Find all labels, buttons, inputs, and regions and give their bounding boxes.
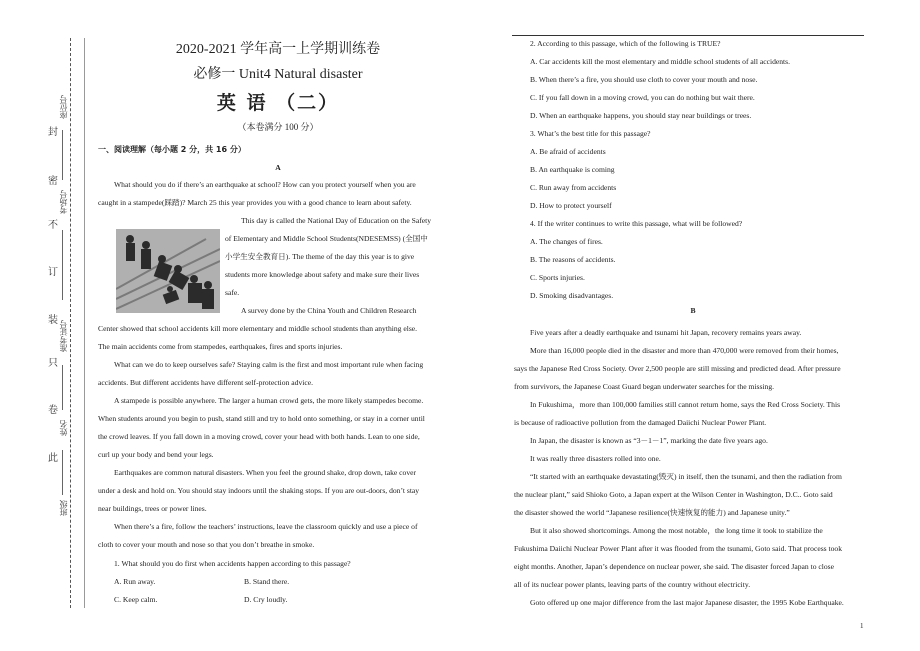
passage-line: Center showed that school accidents kill more elementary and middle school students than anything else. <box>98 324 418 333</box>
seal-char: 密 <box>48 176 58 187</box>
option-line: B. An earthquake is coming <box>530 165 615 174</box>
exam-title: 2020-2021 学年高一上学期训练卷 <box>175 42 381 57</box>
passage-line: near buildings, trees or power lines. <box>98 504 207 513</box>
passage-line: Fukushima Daiichi Nuclear Power Plant after it was flooded from the tsunami, Goto said. That process took <box>514 544 843 553</box>
passage-line: It was really three disasters rolled into one. <box>530 454 661 463</box>
option-c: C. Keep calm. <box>114 595 158 604</box>
seat-number-label: 座位号 <box>59 95 68 119</box>
field-line <box>62 230 63 300</box>
passage-line: This day is called the National Day of Education on the Safety <box>241 216 431 225</box>
passage-line: curl up your body and bend your legs. <box>98 450 214 459</box>
passage-line: accidents. But different accidents have different self-protection advice. <box>98 378 313 387</box>
option-line: B. When there’s a fire, you should use cloth to cover your mouth and nose. <box>530 75 758 84</box>
passage-line: is because of radioactive pollution from the damaged Daiichi Nuclear Power Plant. <box>514 418 767 427</box>
passage-line: The main accidents come from stampedes, earthquakes, fires and sports injuries. <box>98 342 343 351</box>
stampede-illustration <box>116 229 220 313</box>
option-line: C. Run away from accidents <box>530 183 617 192</box>
passage-line: safe. <box>225 288 240 297</box>
exam-room-label: 考场号 <box>59 190 68 214</box>
passage-line: says the Japanese Red Cross Society. Over 2,500 people are still missing and predicted dead. After pressure <box>514 364 841 373</box>
score-note: （本卷满分 100 分） <box>237 122 319 132</box>
option-b: B. Stand there. <box>244 577 290 586</box>
passage-line: What can we do to keep ourselves safe? Staying calm is the first and most important rule when facing <box>114 360 424 369</box>
passage-line: under a desk and hold on. You should stay indoors until the shaking stops. If you are out-doors, don’t stay <box>98 486 420 495</box>
option-line: A. Car accidents kill the most elementary and middle school students of all accidents. <box>530 57 791 66</box>
question-stem: 1. What should you do first when accidents happen according to this passage? <box>114 559 351 568</box>
field-line <box>62 450 63 495</box>
passage-line: caught in a stampede(踩踏)? March 25 this year provides you with a good chance to learn about safety. <box>98 198 412 207</box>
page-number: 1 <box>860 622 864 630</box>
question-stem: 2. According to this passage, which of the following is TRUE? <box>530 39 721 48</box>
seal-char: 此 <box>48 453 58 464</box>
option-line: A. The changes of fires. <box>530 237 603 246</box>
binding-margin <box>0 0 100 651</box>
passage-line: “It started with an earthquake devastating(毁灭) in itself, then the tsunami, and then the radiation from <box>530 472 842 481</box>
option-a: A. Run away. <box>114 577 156 586</box>
passage-line: A stampede is possible anywhere. The larger a human crowd gets, the more likely stampedes become. <box>114 396 424 405</box>
passage-line: 小学生安全教育日). The theme of the day this year is to give <box>225 252 415 261</box>
seal-char: 封 <box>48 127 58 138</box>
passage-line: the disaster showed the world “Japanese resilience(快速恢复的能力) and Japanese unity.” <box>514 508 790 517</box>
passage-line: Earthquakes are common natural disasters. When you feel the ground shake, drop down, take cover <box>114 468 417 477</box>
question-stem: 4. If the writer continues to write this passage, what will be followed? <box>530 219 743 228</box>
option-d: D. Cry loudly. <box>244 595 288 604</box>
option-line: A. Be afraid of accidents <box>530 147 606 156</box>
subject-title: 英 语 （二） <box>216 92 340 114</box>
question-stem: 3. What’s the best title for this passage? <box>530 129 651 138</box>
option-line: D. Smoking disadvantages. <box>530 291 614 300</box>
field-line <box>62 365 63 410</box>
stampede-image-icon <box>116 229 220 313</box>
passage-line: students more knowledge about safety and make sure their lives <box>225 270 420 279</box>
passage-line: Goto offered up one major difference from the last major Japanese disaster, the 1995 Kobe Earthquake. <box>530 598 844 607</box>
option-line: C. If you fall down in a moving crowd, you can do nothing but wait there. <box>530 93 755 102</box>
option-line: D. How to protect yourself <box>530 201 612 210</box>
passage-line: the nuclear plant,” said Shioko Goto, a Japan expert at the Wilson Center in Washington, D.C.. Goto said <box>514 490 833 499</box>
passage-b-label: B <box>690 306 696 315</box>
passage-line: But it also showed shortcomings. Among the most notable，the long time it took to stabilize the <box>530 526 823 535</box>
passage-line: A survey done by the China Youth and Children Research <box>241 306 417 315</box>
passage-line: In Fukushima，more than 100,000 families still cannot return home, says the Red Cross Society. This <box>530 400 841 409</box>
passage-line: When there’s a fire, follow the teachers’ instructions, leave the classroom quickly and use a piece of <box>114 522 418 531</box>
passage-line: In Japan, the disaster is known as “3－1－1”, marking the date five years ago. <box>530 436 768 445</box>
passage-line: cloth to cover your mouth and nose so that you don’t breathe in smoke. <box>98 540 315 549</box>
passage-line: eight months. Another, Japan’s dependence on nuclear power, she said. The disaster forced Japan to close <box>514 562 834 571</box>
passage-line: Five years after a deadly earthquake and tsunami hit Japan, recovery remains years away. <box>530 328 802 337</box>
field-line <box>62 130 63 180</box>
cut-line <box>70 38 71 608</box>
seal-char: 卷 <box>48 405 58 416</box>
option-line: D. When an earthquake happens, you should stay near buildings or trees. <box>530 111 752 120</box>
passage-line: of Elementary and Middle School Students(NDESEMSS) (全国中 <box>225 234 428 243</box>
passage-line: What should you do if there’s an earthquake at school? How can you protect yourself when you are <box>114 180 416 189</box>
margin-rule <box>84 38 85 608</box>
seal-char: 不 <box>48 220 58 231</box>
option-line: B. The reasons of accidents. <box>530 255 616 264</box>
option-line: C. Sports injuries. <box>530 273 585 282</box>
section-heading: 一、阅读理解（每小题 2 分，共 16 分） <box>98 145 246 154</box>
passage-line: More than 16,000 people died in the disaster and more than 470,000 were removed from their homes, <box>530 346 839 355</box>
seal-char: 装 <box>48 315 58 326</box>
seal-char: 只 <box>48 358 58 369</box>
passage-line: all of its nuclear power plants, leaving parts of the country without electricity. <box>514 580 751 589</box>
passage-line: When students around you begin to push, stand still and try to hold onto something, or stay in a corner until <box>98 414 425 423</box>
class-label: 班级 <box>59 500 68 516</box>
seal-char: 订 <box>48 267 58 278</box>
passage-line: the crowd leaves. If you fall down in a moving crowd, cover your head with both hands. Lean to one side, <box>98 432 420 441</box>
passage-a-label: A <box>275 163 281 172</box>
name-label: 姓名 <box>59 420 68 436</box>
passage-line: from survivors, the Japanese Coast Guard began underwater searches for the missing. <box>514 382 775 391</box>
admission-number-label: 准考证号 <box>59 320 68 352</box>
unit-title: 必修一 Unit4 Natural disaster <box>193 67 363 82</box>
